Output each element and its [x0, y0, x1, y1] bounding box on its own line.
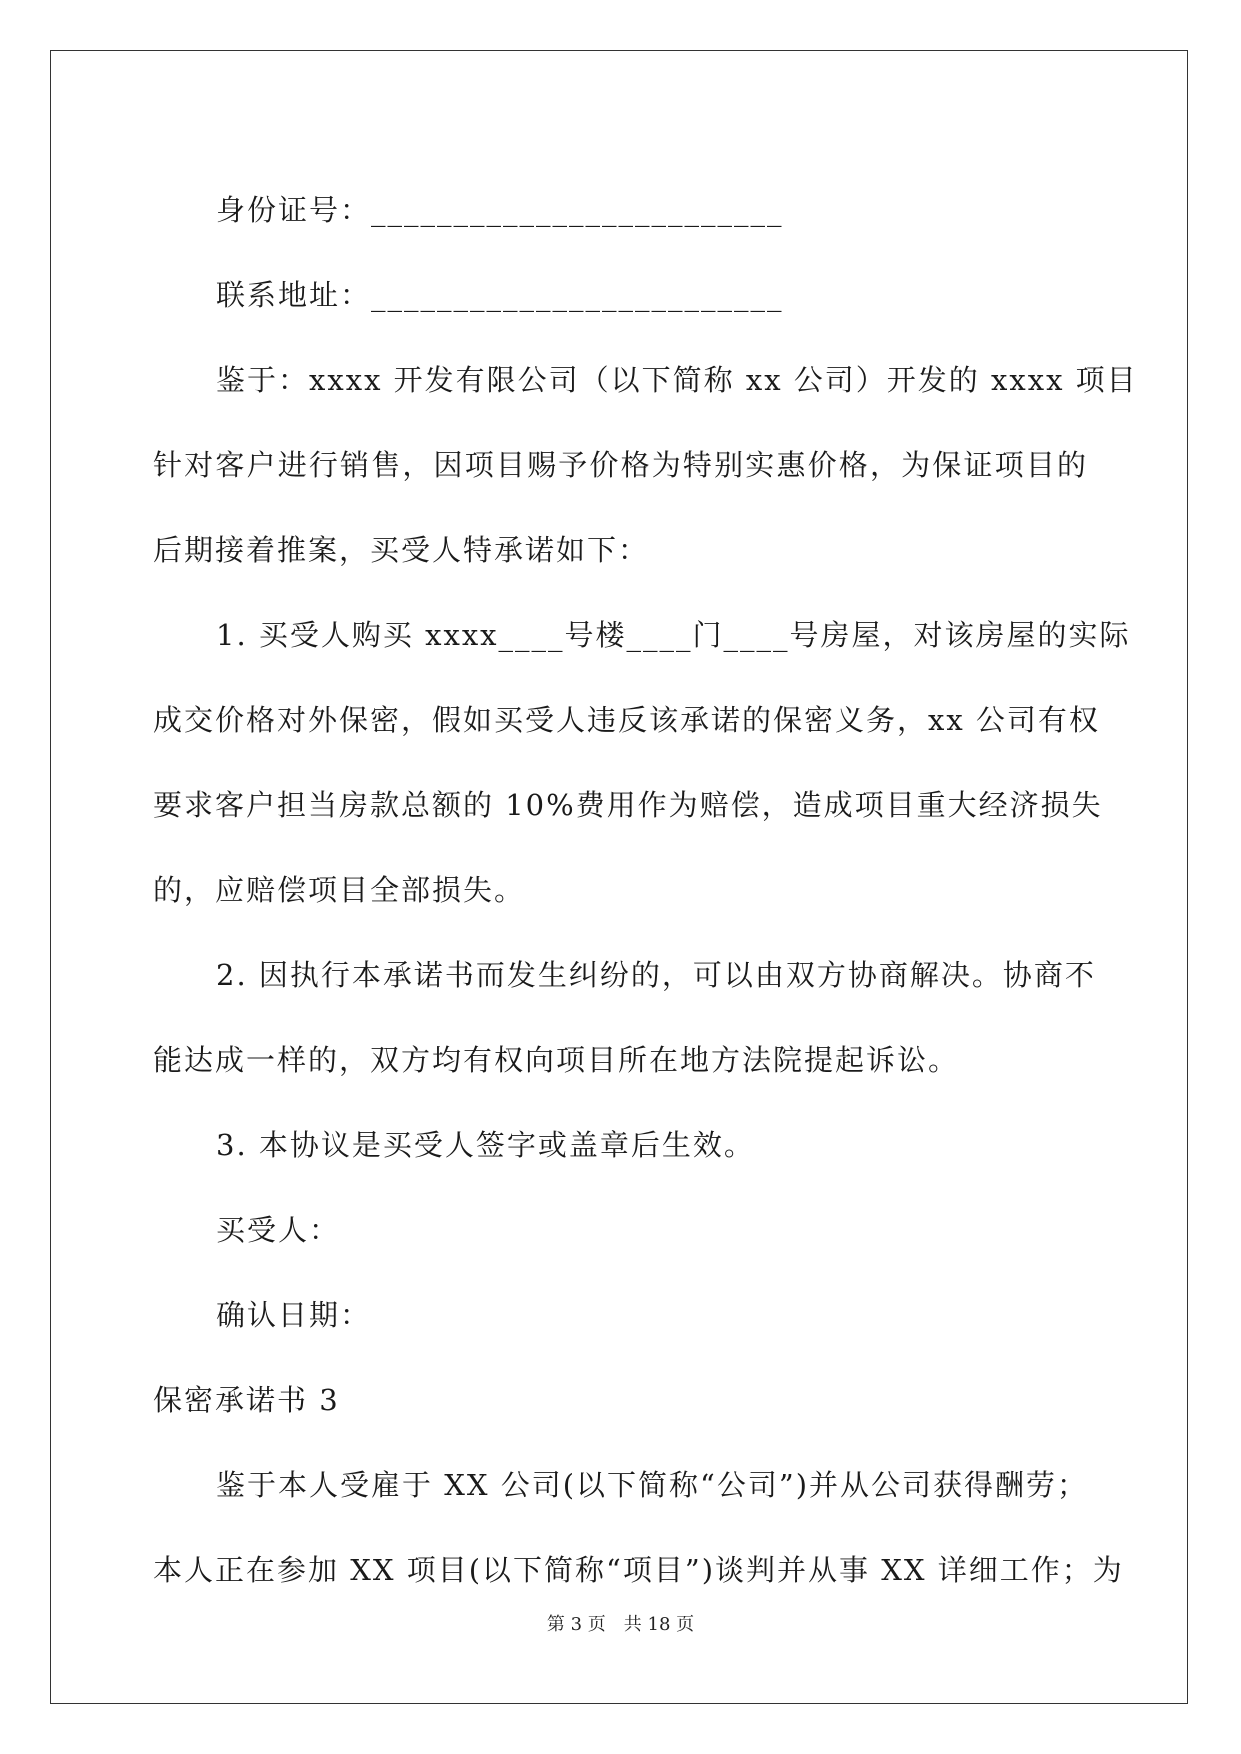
- document-body: [153, 168, 1138, 1613]
- id-number-line: 身份证号：_________________________: [216, 193, 784, 227]
- clause-3-line: 3. 本协议是买受人签字或盖章后生效。: [216, 1128, 755, 1162]
- preamble-line-2: 针对客户进行销售，因项目赐予价格为特别实惠价格，为保证项目的: [153, 448, 1088, 482]
- clause-1-line-4: 的，应赔偿项目全部损失。: [153, 873, 526, 907]
- preamble-line-1: 鉴于：xxxx 开发有限公司（以下简称 xx 公司）开发的 xxxx 项目: [216, 363, 1138, 397]
- clause-1-line-2: 成交价格对外保密，假如买受人违反该承诺的保密义务，xx 公司有权: [153, 703, 1100, 737]
- clause-1-line-1: 1. 买受人购买 xxxx____号楼____门____号房屋，对该房屋的实际: [216, 618, 1131, 652]
- section-3-line-2: 本人正在参加 XX 项目(以下简称“项目”)谈判并从事 XX 详细工作；为: [153, 1553, 1124, 1587]
- page-number: 第 3 页 共 18 页: [546, 1614, 695, 1635]
- clause-2-line-1: 2. 因执行本承诺书而发生纠纷的，可以由双方协商解决。协商不: [216, 958, 1096, 992]
- section-3-line-1: 鉴于本人受雇于 XX 公司(以下简称“公司”)并从公司获得酬劳；: [216, 1468, 1089, 1502]
- clause-2-line-2: 能达成一样的，双方均有权向项目所在地方法院提起诉讼。: [153, 1043, 960, 1077]
- section-heading: 保密承诺书 3: [153, 1383, 340, 1417]
- clause-1-line-3: 要求客户担当房款总额的 10%费用作为赔偿，造成项目重大经济损失: [153, 788, 1103, 822]
- confirm-date-line: 确认日期：: [216, 1298, 372, 1332]
- preamble-line-3: 后期接着推案，买受人特承诺如下：: [153, 533, 650, 567]
- address-line: 联系地址：_________________________: [216, 278, 784, 312]
- buyer-signature-line: 买受人：: [216, 1213, 341, 1247]
